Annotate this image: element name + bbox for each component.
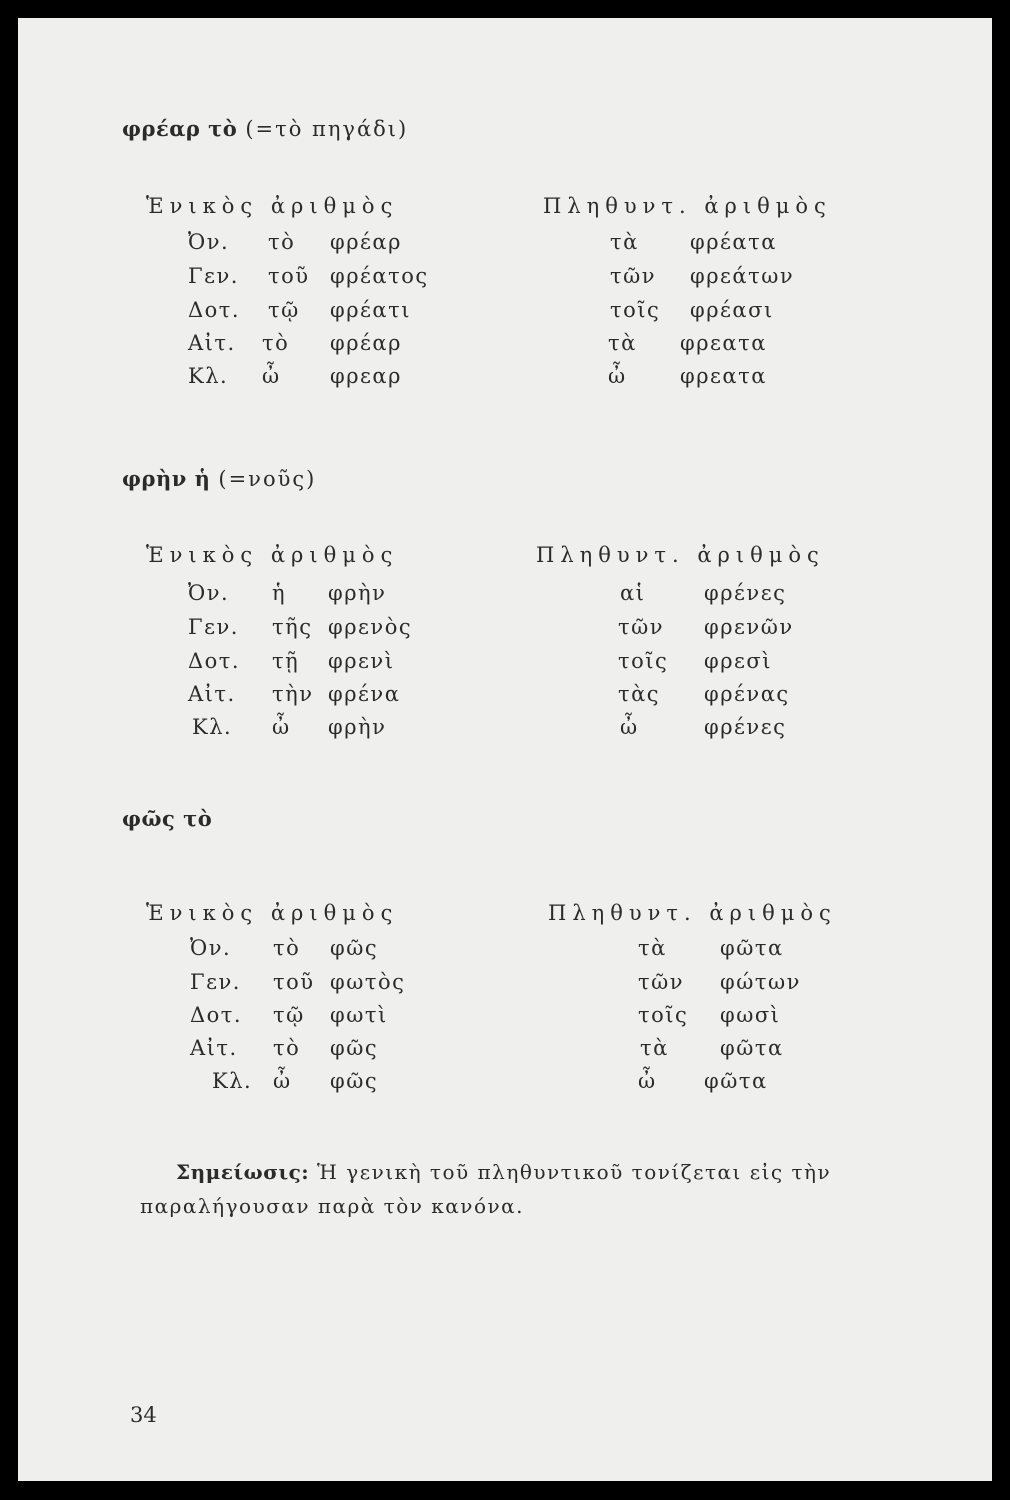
- article-plural: τὰ: [610, 230, 639, 254]
- article-singular: ὦ: [272, 715, 291, 739]
- case-label: Αἰτ.: [188, 682, 236, 706]
- form-singular: φρενὸς: [328, 615, 413, 639]
- form-plural: φωσὶ: [720, 1003, 781, 1027]
- case-label: Γεν.: [190, 970, 241, 994]
- singular-header: Ἑνικὸς ἀριθμὸς: [146, 901, 399, 925]
- article-plural: ὦ: [638, 1069, 657, 1093]
- form-plural: φρέατα: [690, 230, 777, 254]
- form-singular: φωτὸς: [330, 970, 406, 994]
- form-plural: φρεάτων: [690, 264, 795, 288]
- lemma-heading-fos: [122, 806, 212, 831]
- article-singular: τῷ: [273, 1003, 305, 1027]
- article-singular: ὦ: [262, 364, 281, 388]
- article-singular: τὸ: [268, 230, 296, 254]
- singular-header: Ἑνικὸς ἀριθμὸς: [146, 194, 399, 218]
- article-plural: τοῖς: [618, 649, 669, 673]
- article-plural: τὰ: [640, 1036, 669, 1060]
- plural-header: Πληθυντ. ἀριθμὸς: [536, 543, 825, 567]
- form-singular: φρενὶ: [328, 649, 395, 673]
- note-paragraph: [140, 1155, 890, 1223]
- article-singular: τὸ: [273, 1036, 301, 1060]
- article-plural: τοῖς: [638, 1003, 689, 1027]
- article-plural: ὦ: [608, 364, 627, 388]
- case-label: Δοτ.: [190, 1003, 243, 1027]
- form-singular: φρεαρ: [330, 364, 402, 388]
- lemma-heading-frear: [122, 116, 408, 141]
- lemma-heading-fren: [122, 466, 316, 491]
- form-plural: φρέασι: [690, 298, 774, 322]
- article-singular: τὴν: [272, 682, 314, 706]
- form-singular: φῶς: [330, 1069, 379, 1093]
- article-plural: τῶν: [638, 970, 685, 994]
- case-label: Δοτ.: [188, 649, 241, 673]
- form-singular: φῶς: [330, 936, 379, 960]
- lemma: φρὴν ἡ: [122, 466, 211, 491]
- article-singular: τοῦ: [273, 970, 315, 994]
- form-singular: φρένα: [328, 682, 401, 706]
- case-label: Γεν.: [188, 264, 239, 288]
- book-page: [18, 18, 992, 1481]
- form-plural: φῶτα: [720, 936, 784, 960]
- form-singular: φῶς: [330, 1036, 379, 1060]
- case-label: Ὀν.: [188, 230, 230, 254]
- article-plural: τὰς: [618, 682, 661, 706]
- case-label: Κλ.: [192, 715, 233, 739]
- form-singular: φρέαρ: [330, 230, 402, 254]
- case-label: Γεν.: [188, 615, 239, 639]
- form-plural: φρεατα: [680, 364, 767, 388]
- case-label: Κλ.: [212, 1069, 253, 1093]
- article-plural: τοῖς: [610, 298, 661, 322]
- form-plural: φρένας: [704, 682, 790, 706]
- plural-header: Πληθυντ. ἀριθμὸς: [548, 901, 837, 925]
- lemma: φῶς τὸ: [122, 806, 213, 831]
- article-plural: τὰ: [608, 331, 637, 355]
- note-text: Ἡ γενικὴ τοῦ πληθυντικοῦ τονίζεται εἰς τὴν παραλήγουσαν παρὰ τὸν κανόνα.: [140, 1160, 832, 1218]
- article-singular: τῷ: [268, 298, 300, 322]
- article-plural: αἱ: [620, 581, 646, 605]
- form-singular: φρέατι: [330, 298, 411, 322]
- form-singular: φρὴν: [328, 581, 387, 605]
- plural-header: Πληθυντ. ἀριθμὸς: [543, 194, 832, 218]
- form-plural: φρένες: [704, 715, 787, 739]
- case-label: Ὀν.: [190, 936, 232, 960]
- form-singular: φρέατος: [330, 264, 429, 288]
- case-label: Αἰτ.: [190, 1036, 238, 1060]
- case-label: Αἰτ.: [188, 331, 236, 355]
- article-plural: τὰ: [638, 936, 667, 960]
- article-plural: τῶν: [618, 615, 665, 639]
- form-plural: φρενῶν: [704, 615, 794, 639]
- gloss: (=νοῦς): [218, 467, 317, 491]
- form-plural: φρεσὶ: [704, 649, 772, 673]
- case-label: Δοτ.: [188, 298, 241, 322]
- form-plural: φρένες: [704, 581, 787, 605]
- form-plural: φρεατα: [680, 331, 767, 355]
- case-label: Κλ.: [188, 364, 229, 388]
- article-plural: τῶν: [610, 264, 657, 288]
- gloss: (=τὸ πηγάδι): [245, 117, 409, 141]
- article-singular: τοῦ: [268, 264, 310, 288]
- article-singular: ἡ: [272, 581, 287, 605]
- form-singular: φρέαρ: [330, 331, 402, 355]
- form-singular: φρὴν: [328, 715, 387, 739]
- article-singular: ὦ: [273, 1069, 292, 1093]
- form-plural: φώτων: [720, 970, 801, 994]
- form-singular: φωτὶ: [330, 1003, 388, 1027]
- form-plural: φῶτα: [720, 1036, 784, 1060]
- article-plural: ὦ: [620, 715, 639, 739]
- article-singular: τὸ: [262, 331, 290, 355]
- lemma: φρέαρ τὸ: [122, 116, 238, 141]
- article-singular: τῇ: [272, 649, 300, 673]
- case-label: Ὀν.: [188, 581, 230, 605]
- page-number: 34: [130, 1403, 157, 1427]
- singular-header: Ἑνικὸς ἀριθμὸς: [146, 543, 399, 567]
- article-singular: τῆς: [272, 615, 313, 639]
- article-singular: τὸ: [273, 936, 301, 960]
- form-plural: φῶτα: [704, 1069, 768, 1093]
- note-title: Σημείωσις:: [176, 1160, 310, 1184]
